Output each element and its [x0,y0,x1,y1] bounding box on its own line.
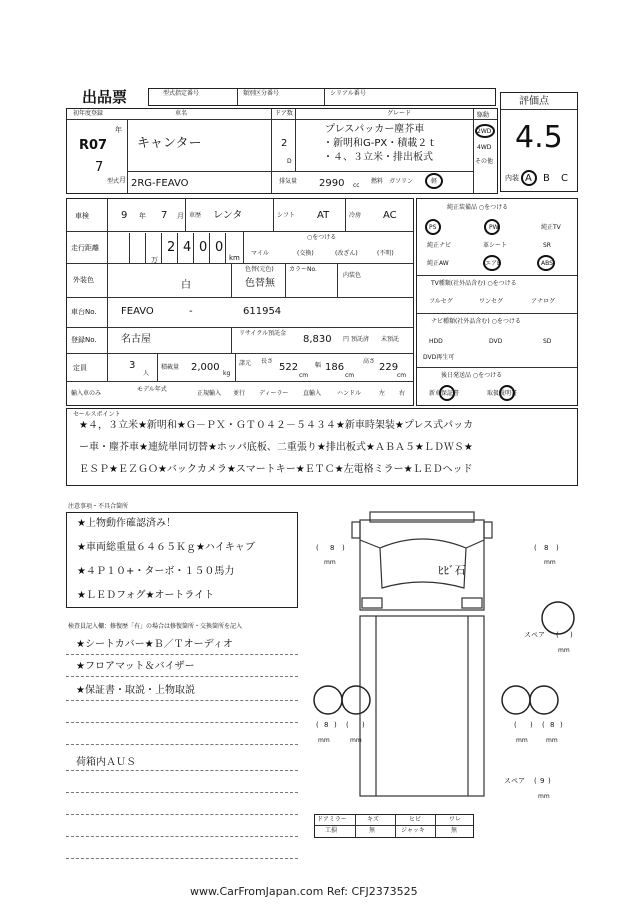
height-label: 高さ [363,358,376,365]
equip-pw-circle [484,219,500,235]
mileage-digit-4: 4 [183,240,192,255]
mileage-opt-mile: マイル [251,250,269,257]
tire-rl2-bracket: ( [346,721,349,729]
height-value: 229 [379,362,399,373]
mileage-digit-6: 0 [215,240,224,255]
inspection-year: 9 [121,210,128,221]
mileage-label: 走行距離 [71,244,99,252]
ac-value: AC [383,210,397,221]
equip-navi: 純正ナビ [427,242,452,249]
nav-sd: SD [543,338,552,345]
legend-h1: ドアミラー [317,816,347,823]
legend-h3: ヒビ [409,816,422,823]
grade-line-2: ・新明和G-PX・積載２ｔ [323,138,438,149]
serial-number-label: シリアル番号 [330,90,366,97]
mileage-opt-unknown: (不明) [377,250,394,257]
width-unit: cm [345,372,355,379]
shift-label: シフト [277,212,296,219]
vehicle-main-box [66,108,498,194]
chassis-dash: - [189,306,193,317]
sales-point-line-1: ★４，３立米★新明和★Ｇ－ＰＸ・ＧＴ０４２－５４３４★新車時架装★プレス式パッカ [79,420,474,431]
import-opt-direct: 直輸入 [303,390,322,397]
score-value: 4.5 [515,120,563,155]
recycle-paid: 預託済 [351,336,370,343]
cert-manual-circle [499,385,515,401]
inspector-label: 検査員記入欄：修復歴「有」の場合は修復箇所・交換箇所を記入 [68,623,243,630]
legend-v1: 工損 [325,827,338,834]
caution-line-2: ★車両総重量６４６５Ｋｇ★ハイキャブ [77,542,255,553]
interior-grade-circle [521,170,537,186]
ac-label: 冷房 [349,212,362,219]
equip-aw: 純正AW [427,260,449,267]
registration-label: 登録No. [71,336,97,344]
grade-line-3: ・４、３立米・排出板式 [323,152,433,163]
handle-left: 左 [379,390,386,397]
legend-table [314,814,474,838]
import-opt-official: 正規輸入 [197,390,222,397]
inspection-month: 7 [161,210,168,221]
equipment-title: 純正装備品 ○をつける [447,204,509,211]
caution-label: 注意事項・不具合箇所 [68,503,129,510]
equip-ps-circle [425,219,441,235]
header-id-box [148,88,496,106]
tv-title: TV種類(社外品含む) ○をつける [431,280,517,287]
legend-v4: 無 [451,827,458,834]
interior-color-label: 内装色 [343,272,362,279]
cert-warranty-circle [439,385,455,401]
tire-rr-value: 8 [550,721,555,729]
recycle-unpaid: 未預託 [381,336,400,343]
drive-label: 駆動 [477,112,490,119]
drive-2wd: 2WD [477,128,492,135]
model-year-label: モデル年式 [137,386,167,393]
fuel-diesel-circle [425,173,443,189]
equip-sr: SR [543,242,551,249]
dims-label: 諸元 [239,360,252,367]
handle-right: 右 [399,390,406,397]
sales-points-label: セールスポイント [73,411,121,418]
tire-fl-unit: mm [324,559,336,566]
drive-2wd-circle [475,124,495,138]
cert-warranty: 新車保証書 [429,390,460,397]
interior-grade-c: C [561,173,568,184]
caution-line-1: ★上物動作確認済み！ [77,518,176,529]
color-change-label: 色替(元色) [245,266,274,273]
tire-rl2-bracket-close: ) [362,721,365,729]
width-value: 186 [325,362,345,373]
tire-fl-value: 8 [330,544,335,552]
first-reg-month-suffix: 月 [119,176,126,184]
mileage-man-unit: 万 [151,256,158,264]
legend-v2: 無 [369,827,376,834]
recycle-amount: 8,830 [303,334,332,345]
bed-note-line: 荷箱内ＡＵＳ [76,757,136,768]
chassis-label: 車台No. [71,308,97,316]
equip-pw: PW [489,224,499,231]
tire-fr-value: 8 [544,544,549,552]
inspection-label: 車検 [75,212,89,220]
legend-h4: ワレ [449,816,462,823]
displacement-label: 排気量 [279,178,298,185]
inspection-year-unit: 年 [139,212,146,220]
doors-label: ドア数 [275,110,293,117]
shift-value: AT [317,210,330,221]
type-designation-label: 型式指定番号 [163,90,200,97]
handle-label: ハンドル [337,390,362,397]
capacity-label: 定員 [73,364,87,372]
recycle-unit: 円 [343,336,350,343]
displacement-value: 2990 [319,178,345,189]
watermark: www.CarFromJapan.com Ref: CFJ2373525 [190,885,418,898]
score-label: 評価点 [519,96,549,107]
tire-fl-bracket: ( [316,544,319,552]
tire-rl2-unit: mm [350,737,362,744]
inspector-line-3: ★保証書・取説・上物取説 [76,685,195,696]
nav-dvd: DVD [489,338,503,345]
mileage-km-unit: km [229,254,240,262]
sales-points-box [66,408,578,486]
equip-tv: 純正TV [541,224,561,231]
tire-rr2-bracket-close: ) [530,721,533,729]
spare-2-bracket-close: ) [548,777,551,785]
car-name: キャンター [137,136,202,151]
tire-rr2-bracket: ( [514,721,517,729]
caution-box [66,512,298,608]
drive-4wd: 4WD [477,144,492,151]
legend-h2: キズ [367,816,379,823]
tv-fullseg: フルセグ [429,298,453,305]
tv-oneseg: ワンセグ [479,298,504,305]
tire-fl-bracket-close: ) [342,544,345,552]
equipment-box [416,198,578,406]
spare-label-2: スペア [504,777,525,785]
equip-abs-circle [537,255,555,271]
tire-group [314,602,574,714]
fuel-gasoline: ガソリン [389,178,414,185]
doors-suffix: D [287,158,292,165]
tire-rl-unit: mm [318,737,330,744]
sales-point-line-2: ー車・塵芥車★連続単同切替★ホッパ底板、二重張り★排出板式★ＡＢＡ５★ＬＤＷＳ★ [79,442,473,453]
first-reg-era: R07 [79,138,108,153]
form-title: 出品票 [82,88,128,106]
score-box [500,92,578,192]
drive-other: その他 [475,158,494,165]
height-unit: cm [397,372,407,379]
use-label: 車歴 [189,212,202,219]
tire-rr2-unit: mm [516,737,528,744]
grade-line-1: プレスパッカー塵芥車 [325,124,425,135]
fuel-label: 燃料 [371,178,384,185]
windshield-note: ﾋﾋﾞ石 [438,564,466,577]
doors-value: 2 [281,138,288,149]
sales-point-line-3: ＥＳＰ★ＥＺＧＯ★バックカメラ★スマートキー★ＥＴＣ★左電格ミラー★ＬＥＤヘッド [79,464,473,475]
tire-rr-unit: mm [546,737,558,744]
chassis-prefix: FEAVO [121,306,154,317]
inspection-month-unit: 月 [177,212,184,220]
car-name-label: 車名 [175,110,188,117]
equip-airbag: エアB [485,260,502,267]
first-reg-month: 7 [95,160,104,175]
equip-leather: 革シート [483,242,508,249]
import-opt-dealer: ディーラー [259,390,289,397]
fuel-diesel: 軽 [431,178,438,185]
legend-v3: ジャッキ [401,827,425,834]
mileage-opt-tampered: (改ざん) [335,250,358,257]
recycle-label: リサイクル預託金 [239,330,287,337]
load-unit: kg [223,370,231,377]
length-unit: cm [299,372,309,379]
registration-value: 名古屋 [121,334,151,345]
spare-1-bracket: ( [556,631,559,639]
capacity-unit: 人 [143,370,150,377]
import-opt-parallel: 並行 [233,390,246,397]
tv-analog: アナログ [531,298,556,305]
tire-fr-bracket: ( [534,544,537,552]
interior-label: 内装 [505,174,519,182]
tire-rl-bracket: ( [316,721,319,729]
caution-line-4: ★ＬＥＤフォグ★オートライト [77,590,215,601]
grade-label: グレード [387,110,412,117]
tire-rl-value: 8 [324,721,329,729]
color-no-label: カラーNo. [289,266,317,273]
exterior-color: 白 [181,280,191,291]
load-label: 積載量 [161,364,180,371]
displacement-unit: cc [353,182,360,189]
equip-airbag-circle [483,255,501,271]
tire-rl-bracket-close: ) [334,721,337,729]
chassis-number: 611954 [243,306,282,317]
model-value: 2RG-FEAVO [131,178,189,189]
spare-2-value: 9 [540,777,545,785]
exterior-color-label: 外装色 [73,276,94,284]
first-reg-year-suffix: 年 [115,126,122,134]
cert-manual: 取扱説明書 [487,390,518,397]
inspector-line-1: ★シートカバー★Ｂ／Ｔオーディオ [76,639,233,650]
cert-title: 後日発送品 ○をつける [441,372,503,379]
mileage-opt-exchange: (交換) [297,250,314,257]
mileage-digit-5: 0 [199,240,208,255]
mileage-digit-3: 2 [167,240,176,255]
caution-line-3: ★４Ｐ１０+・ターボ・１５０馬力 [77,566,235,577]
spare-label-1: スペア [524,631,545,639]
width-label: 幅 [315,362,322,369]
tire-fr-bracket-close: ) [556,544,559,552]
length-label: 長さ [261,358,274,365]
color-change: 色替無 [245,278,275,289]
load-value: 2,000 [191,362,220,373]
nav-dvd-play: DVD再生可 [423,354,455,361]
tire-rr-bracket: ( [542,721,545,729]
specs-box [66,198,414,406]
use-value: レンタ [213,210,243,221]
capacity-value: 3 [129,360,136,371]
inspector-line-2: ★フロアマット＆バイザー [76,661,195,672]
first-reg-label: 初年度登録 [73,110,104,117]
nav-hdd: HDD [429,338,443,345]
import-label: 輸入車のみ [71,390,102,397]
tire-fr-unit: mm [544,559,556,566]
spare-2-unit: mm [538,793,550,800]
spare-2-bracket: ( [534,777,537,785]
mileage-note: ○をつける [307,234,337,241]
spare-1-unit: mm [558,647,570,654]
category-number-label: 類別区分番号 [243,90,280,97]
length-value: 522 [279,362,299,373]
equip-ps: PS [429,224,437,231]
equip-abs: ABS [541,260,553,267]
tire-rr-bracket-close: ) [560,721,563,729]
interior-grade-b: B [543,173,550,184]
nav-title: ナビ種類(社外品含む) ○をつける [431,318,521,325]
spare-1-bracket-close: ) [570,631,573,639]
model-label: 型式 [107,178,120,185]
interior-grade-a: A [525,173,532,184]
